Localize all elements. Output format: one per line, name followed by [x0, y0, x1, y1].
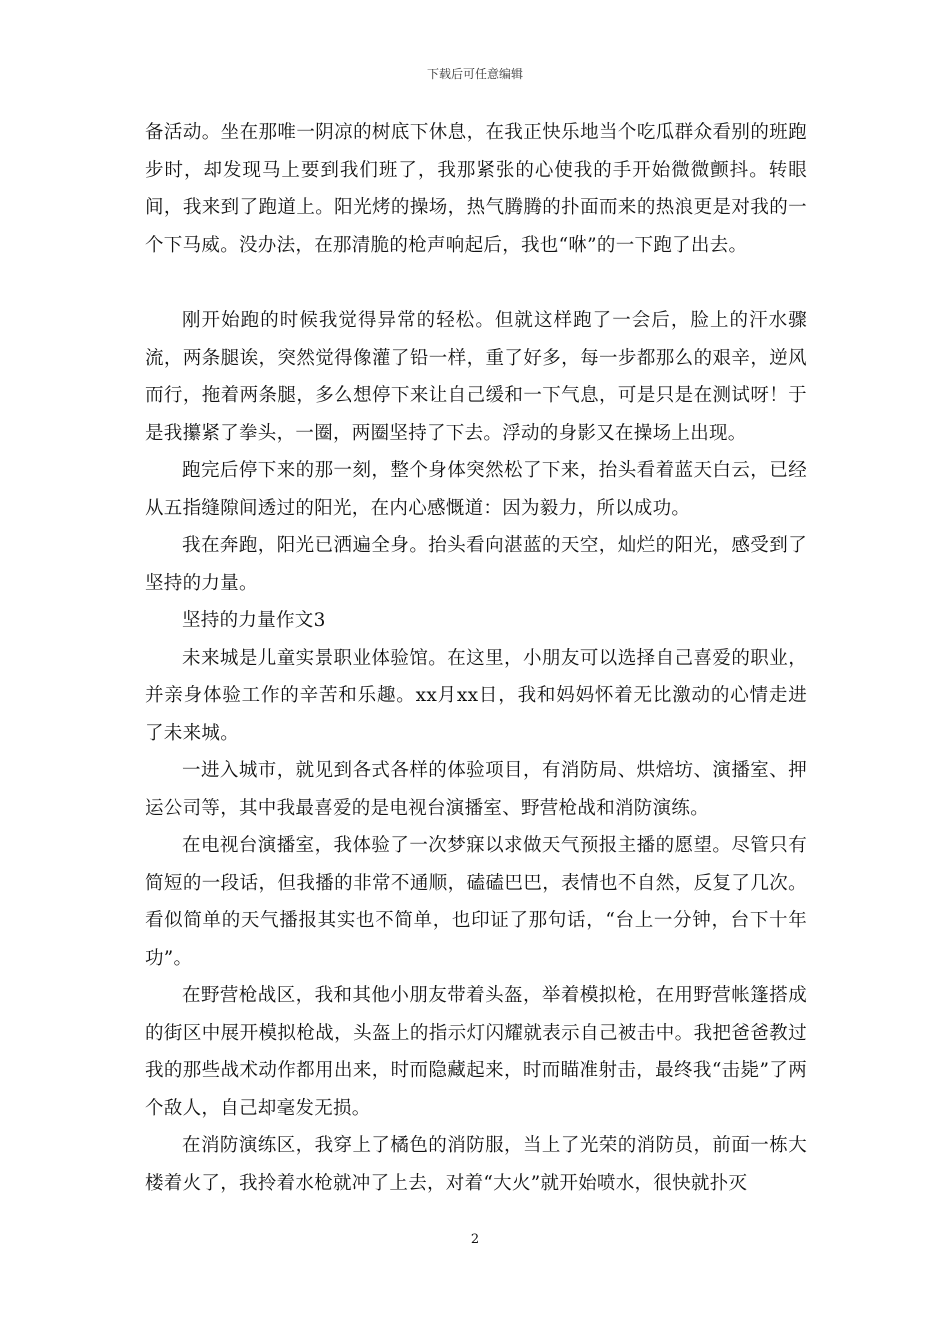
- paragraph-gap: [145, 264, 807, 302]
- paragraph: 刚开始跑的时候我觉得异常的轻松。但就这样跑了一会后，脸上的汗水骤流，两条腿诶，突然觉得像灌了铅一样，重了好多，每一步都那么的艰辛，逆风而行，拖着两条腿，多么想停下来让自己缓和一下气息，可是只是在测试呀！于是我攥紧了拳头，一圈，两圈坚持了下去。浮动的身影又在操场上出现。: [145, 310, 807, 444]
- section-title: 坚持的力量作文3: [182, 610, 326, 631]
- paragraph: 在消防演练区，我穿上了橘色的消防服，当上了光荣的消防员，前面一栋大楼着火了，我拎着水枪就冲了上去，对着“大火”就开始喷水，很快就扑灭: [145, 1135, 807, 1194]
- page-number: 2: [470, 1232, 480, 1247]
- paragraph: 一进入城市，就见到各式各样的体验项目，有消防局、烘焙坊、演播室、押运公司等，其中我最喜爱的是电视台演播室、野营枪战和消防演练。: [145, 760, 807, 819]
- page-header: 下载后可任意编辑: [426, 67, 523, 81]
- document-body: [145, 114, 807, 1202]
- paragraph-continued: 备活动。坐在那唯一阴凉的树底下休息，在我正快乐地当个吃瓜群众看别的班跑步时，却发现马上要到我们班了，我那紧张的心使我的手开始微微颤抖。转眼间，我来到了跑道上。阳光烤的操场，热气腾腾的扑面而来的热浪更是对我的一个下马威。没办法，在那清脆的枪声响起后，我也“咻”的一下跑了出去。: [145, 122, 807, 256]
- paragraph: 跑完后停下来的那一刻，整个身体突然松了下来，抬头看着蓝天白云，已经从五指缝隙间透过的阳光，在内心感慨道：因为毅力，所以成功。: [145, 460, 807, 519]
- paragraph: 我在奔跑，阳光已洒遍全身。抬头看向湛蓝的天空，灿烂的阳光，感受到了坚持的力量。: [145, 535, 807, 594]
- paragraph: 未来城是儿童实景职业体验馆。在这里，小朋友可以选择自己喜爱的职业，并亲身体验工作的辛苦和乐趣。xx月xx日，我和妈妈怀着无比激动的心情走进了未来城。: [145, 647, 807, 744]
- paragraph: 在电视台演播室，我体验了一次梦寐以求做天气预报主播的愿望。尽管只有简短的一段话，但我播的非常不通顺，磕磕巴巴，表情也不自然，反复了几次。看似简单的天气播报其实也不简单，也印证了那句话，“台上一分钟，台下十年功”。: [145, 835, 807, 969]
- paragraph: 在野营枪战区，我和其他小朋友带着头盔，举着模拟枪，在用野营帐篷搭成的街区中展开模拟枪战，头盔上的指示灯闪耀就表示自己被击中。我把爸爸教过我的那些战术动作都用出来，时而隐藏起来，时而瞄准射击，最终我“击毙”了两个敌人，自己却毫发无损。: [145, 985, 807, 1119]
